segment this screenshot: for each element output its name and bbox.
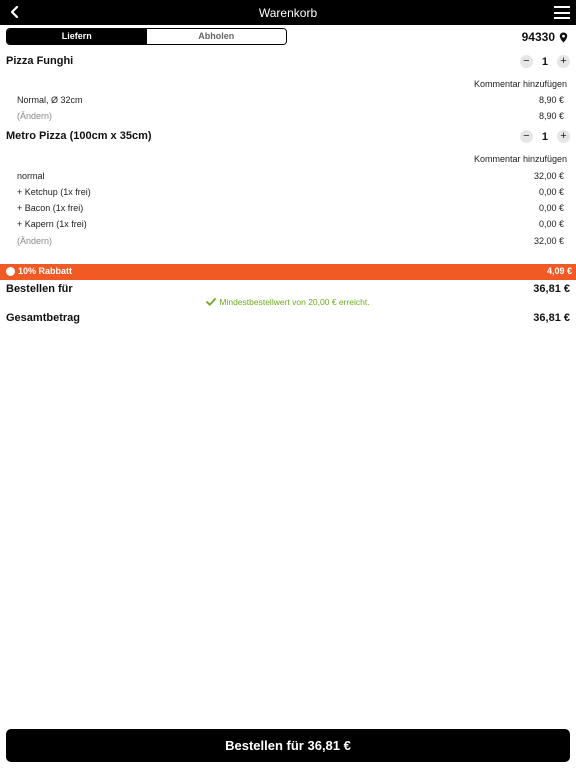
item-option-price: 0,00 € — [538, 187, 564, 197]
quantity-stepper — [520, 130, 570, 143]
change-item-link[interactable]: (Ändern) — [17, 236, 53, 246]
delivery-zip[interactable] — [522, 30, 568, 44]
discount-dot-icon — [6, 267, 15, 276]
add-comment-link[interactable]: Kommentar hinzufügen — [473, 154, 567, 164]
discount-label-group — [6, 266, 72, 276]
quantity-value: 1 — [541, 55, 548, 68]
zip-code: 94330 — [521, 30, 555, 44]
item-subtotal: 32,00 € — [533, 236, 564, 246]
cart-item-name: Pizza Funghi — [6, 55, 74, 67]
item-option-label: + Kapern (1x frei) — [17, 219, 87, 229]
total-value: 36,81 € — [533, 312, 570, 324]
item-option-price: 0,00 € — [538, 203, 564, 213]
increase-quantity-button[interactable]: + — [557, 130, 570, 143]
discount-value: 4,09 € — [546, 266, 572, 276]
order-for-label: Bestellen für — [6, 283, 73, 295]
page-title: Warenkorb — [258, 6, 318, 20]
top-bar — [0, 0, 576, 25]
change-item-link[interactable]: (Ändern) — [17, 111, 53, 121]
place-order-button[interactable]: Bestellen für 36,81 € — [6, 729, 570, 762]
min-order-text: Mindestbestellwert von 20,00 € erreicht. — [219, 297, 370, 307]
item-option-price: 32,00 € — [533, 171, 564, 181]
item-option-price: 8,90 € — [538, 95, 564, 105]
hamburger-menu-icon[interactable] — [554, 6, 570, 19]
delivery-mode-switch — [6, 28, 287, 45]
checkmark-icon — [206, 298, 216, 306]
increase-quantity-button[interactable]: + — [557, 55, 570, 68]
item-option-label: + Bacon (1x frei) — [17, 203, 84, 213]
decrease-quantity-button[interactable]: − — [520, 55, 533, 68]
item-option-price: 0,00 € — [538, 219, 564, 229]
discount-bar — [0, 264, 576, 280]
tab-pickup[interactable]: Abholen — [147, 29, 287, 44]
total-label: Gesamtbetrag — [6, 312, 80, 324]
tab-deliver[interactable]: Liefern — [7, 29, 147, 44]
item-subtotal: 8,90 € — [538, 111, 564, 121]
item-option-label: Normal, Ø 32cm — [17, 95, 83, 105]
add-comment-link[interactable]: Kommentar hinzufügen — [473, 79, 567, 89]
order-for-value: 36,81 € — [533, 283, 570, 295]
quantity-value: 1 — [541, 130, 548, 143]
item-option-label: + Ketchup (1x frei) — [17, 187, 91, 197]
location-pin-icon — [559, 32, 568, 43]
decrease-quantity-button[interactable]: − — [520, 130, 533, 143]
discount-label: 10% Rabbatt — [18, 266, 73, 276]
item-option-label: normal — [17, 171, 45, 181]
cart-item-name: Metro Pizza (100cm x 35cm) — [6, 130, 152, 142]
quantity-stepper — [520, 55, 570, 68]
min-order-message — [0, 297, 576, 307]
